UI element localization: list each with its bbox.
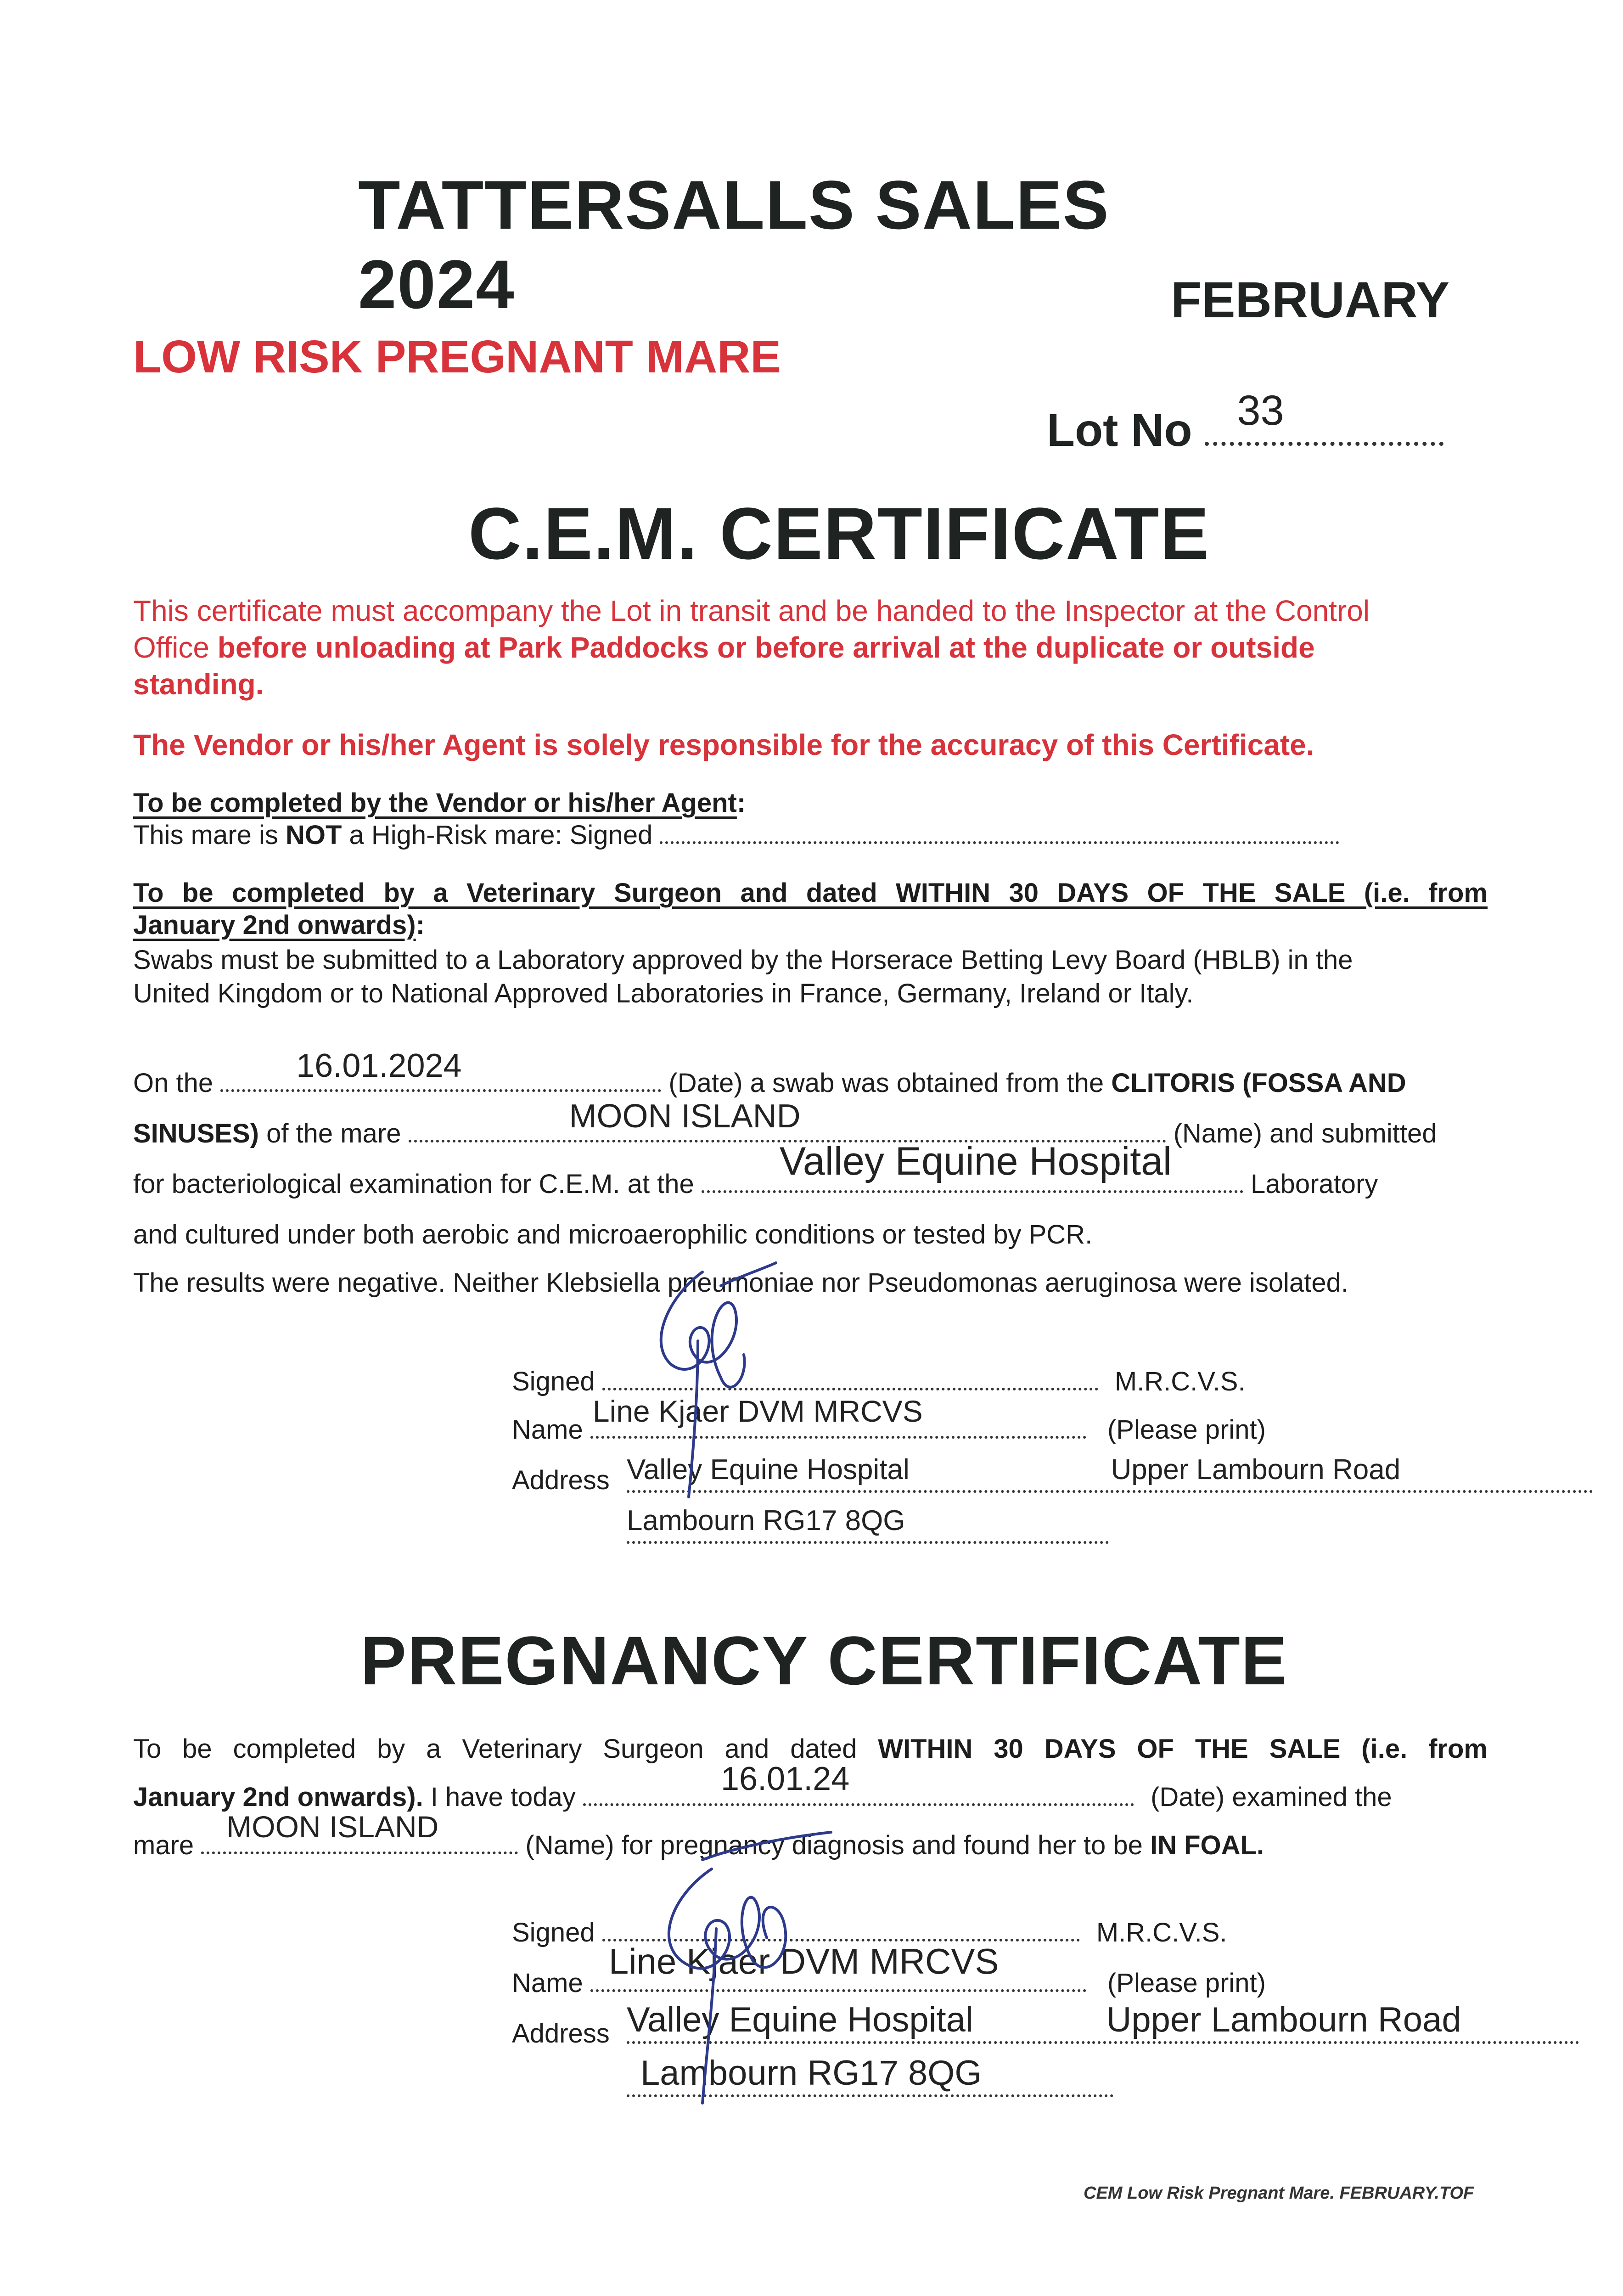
results-statement: The results were negative. Neither Klebsiella pneumoniae nor Pseudomonas aeruginosa were isolated. — [133, 1268, 1348, 1298]
pregnancy-line-1-bold: WITHIN 30 DAYS OF THE SALE (i.e. from — [878, 1734, 1488, 1764]
laboratory-suffix: Laboratory — [1251, 1169, 1378, 1199]
swab-date-row — [133, 1047, 1406, 1098]
preg-address-line-2: Upper Lambourn Road — [1092, 2000, 1579, 2044]
swab-line-2: United Kingdom or to National Approved Laboratories in France, Germany, Ireland or Italy. — [133, 978, 1194, 1008]
vendor-heading-text: To be completed by the Vendor or his/her Agent — [133, 788, 737, 818]
cultured-statement: and cultured under both aerobic and microaerophilic conditions or tested by PCR. — [133, 1220, 1093, 1249]
preg-address-row — [512, 2018, 610, 2049]
cem-address-row — [512, 1465, 610, 1496]
vet-heading — [133, 877, 1488, 941]
pregnancy-title: PREGNANCY CERTIFICATE — [360, 1622, 1288, 1699]
vendor-signature-line — [660, 827, 1339, 844]
clitoris-label: CLITORIS (FOSSA AND — [1111, 1068, 1406, 1098]
of-the-mare-label: of the mare — [266, 1119, 401, 1148]
cem-address-line-3: Lambourn RG17 8QG — [627, 1504, 1109, 1544]
cem-please-print: (Please print) — [1107, 1415, 1266, 1445]
vendor-line-pre: This mare is — [133, 820, 286, 850]
pregnancy-line-2-bold: January 2nd onwards). — [133, 1782, 423, 1812]
in-foal-label: IN FOAL. — [1150, 1830, 1264, 1860]
vendor-line-not: NOT — [285, 820, 342, 850]
cem-vet-signature — [629, 1258, 785, 1506]
document-title: TATTERSALLS SALES 2024 — [358, 166, 1110, 323]
swab-instructions — [133, 944, 1488, 1010]
swab-date-field — [220, 1047, 661, 1092]
preg-name-label: Name — [512, 1968, 583, 1998]
preg-address-line-1: Valley Equine Hospital — [627, 2000, 1090, 2044]
cem-mrcvs-label: M.R.C.V.S. — [1114, 1367, 1246, 1396]
vendor-line-post: a High-Risk mare: Signed — [342, 820, 653, 850]
pregnancy-date-row — [133, 1761, 1392, 1812]
lot-label: Lot No — [1047, 405, 1192, 456]
cem-signed-row — [512, 1366, 1246, 1397]
pregnancy-date-field — [583, 1761, 1134, 1806]
cem-title: C.E.M. CERTIFICATE — [468, 492, 1210, 574]
cem-address-line-1: Valley Equine Hospital — [627, 1453, 1109, 1493]
sale-month: FEBRUARY — [1171, 272, 1450, 328]
pregnancy-line-3-post: (Name) for pregnancy diagnosis and found her to be — [525, 1830, 1150, 1860]
notice-line-2-bold: before unloading at Park Paddocks or before arrival at the duplicate or outside — [217, 631, 1315, 664]
lot-value: 33 — [1237, 387, 1284, 434]
notice-line-2-plain: Office — [133, 631, 218, 664]
vet-heading-line-1: To be completed by a Veterinary Surgeon and dated WITHIN 30 DAYS OF THE SALE (i.e. from — [133, 878, 1488, 908]
cem-address-line-2: Upper Lambourn Road — [1111, 1453, 1593, 1493]
preg-vet-signature — [638, 1818, 840, 2112]
preg-signed-label: Signed — [512, 1918, 595, 1947]
mare-name-value: MOON ISLAND — [569, 1098, 801, 1135]
notice-line-3-bold: standing. — [133, 668, 264, 701]
pregnancy-mare-value: MOON ISLAND — [226, 1810, 439, 1844]
vet-heading-line-2: January 2nd onwards): — [133, 910, 425, 940]
cem-name-value: Line Kjaer DVM MRCVS — [592, 1394, 923, 1428]
laboratory-row — [133, 1139, 1378, 1199]
notice-line-2 — [133, 629, 1488, 666]
vendor-declaration — [133, 820, 1339, 850]
cem-name-row — [512, 1394, 1266, 1445]
cem-signed-label: Signed — [512, 1367, 595, 1396]
bacteriological-label: for bacteriological examination for C.E.M. at the — [133, 1169, 694, 1199]
pregnancy-line-2-post: (Date) examined the — [1151, 1782, 1392, 1812]
notice-line-1: This certificate must accompany the Lot in transit and be handed to the Inspector at the Control — [133, 594, 1370, 627]
on-the-label: On the — [133, 1068, 213, 1098]
vet-heading-line-2-text: January 2nd onwards) — [133, 910, 416, 940]
laboratory-field — [702, 1139, 1243, 1193]
name-suffix: (Name) and submitted — [1173, 1119, 1437, 1148]
pregnancy-mare-label: mare — [133, 1830, 194, 1860]
pregnancy-date-value: 16.01.24 — [720, 1761, 850, 1797]
preg-mrcvs-label: M.R.C.V.S. — [1096, 1918, 1227, 1947]
pregnancy-line-2-pre: I have today — [423, 1782, 576, 1812]
cem-notice — [133, 592, 1488, 703]
preg-please-print: (Please print) — [1107, 1968, 1266, 1998]
cem-address-label: Address — [512, 1465, 610, 1495]
notice-line-3 — [133, 666, 1488, 703]
responsibility-statement: The Vendor or his/her Agent is solely responsible for the accuracy of this Certificate. — [133, 728, 1314, 761]
preg-address-label: Address — [512, 2019, 610, 2048]
pregnancy-line-1 — [133, 1733, 1488, 1764]
sinuses-label: SINUSES) — [133, 1119, 259, 1148]
lot-dotted-line — [1205, 387, 1443, 446]
vendor-heading: To be completed by the Vendor or his/her Agent: — [133, 788, 746, 818]
swab-line-1: Swabs must be submitted to a Laboratory approved by the Horserace Betting Levy Board (HBLB) in the — [133, 945, 1353, 975]
cem-name-label: Name — [512, 1415, 583, 1445]
lot-number-field — [1047, 387, 1443, 457]
pregnancy-line-1-pre: To be completed by a Veterinary Surgeon and dated — [133, 1734, 878, 1764]
swab-date-value: 16.01.2024 — [296, 1047, 462, 1084]
pregnancy-mare-field — [201, 1810, 518, 1854]
laboratory-value: Valley Equine Hospital — [779, 1139, 1172, 1183]
category-label: LOW RISK PREGNANT MARE — [133, 331, 781, 383]
form-code: CEM Low Risk Pregnant Mare. FEBRUARY.TOF — [1084, 2183, 1474, 2203]
preg-address-line-3: Lambourn RG17 8QG — [627, 2053, 1113, 2097]
date-suffix: (Date) a swab was obtained from the — [668, 1068, 1104, 1098]
preg-name-value: Line Kjaer DVM MRCVS — [608, 1941, 999, 1981]
